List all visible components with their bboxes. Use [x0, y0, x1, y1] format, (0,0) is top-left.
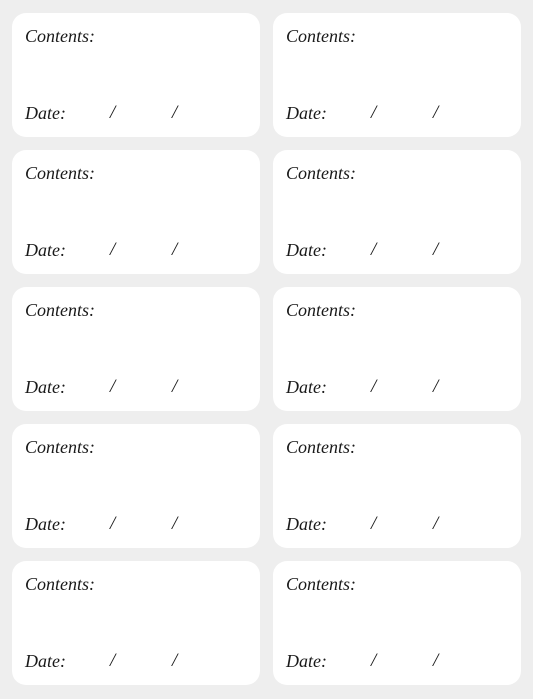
contents-label: Contents:: [286, 163, 356, 183]
date-label: Date:: [286, 240, 327, 260]
date-separator: /: [172, 650, 178, 671]
date-label: Date:: [286, 514, 327, 534]
label-card: [273, 561, 521, 685]
date-separator: /: [433, 239, 439, 260]
date-label: Date:: [286, 103, 327, 123]
label-card: [12, 150, 260, 274]
date-separator: /: [433, 513, 439, 534]
date-separator: /: [172, 102, 178, 123]
label-card: [273, 424, 521, 548]
label-card: [12, 287, 260, 411]
date-separator: /: [110, 102, 116, 123]
date-label: Date:: [25, 103, 66, 123]
date-separator: /: [371, 376, 377, 397]
date-separator: /: [371, 513, 377, 534]
date-separator: /: [110, 650, 116, 671]
contents-label: Contents:: [286, 437, 356, 457]
date-label: Date:: [286, 377, 327, 397]
date-label: Date:: [25, 377, 66, 397]
label-card: [273, 150, 521, 274]
date-separator: /: [371, 650, 377, 671]
date-label: Date:: [25, 514, 66, 534]
label-card: [12, 561, 260, 685]
contents-label: Contents:: [286, 300, 356, 320]
contents-label: Contents:: [25, 163, 95, 183]
date-separator: /: [172, 513, 178, 534]
date-separator: /: [371, 239, 377, 260]
contents-label: Contents:: [25, 574, 95, 594]
contents-label: Contents:: [286, 574, 356, 594]
date-label: Date:: [25, 651, 66, 671]
label-card: [12, 13, 260, 137]
contents-label: Contents:: [286, 26, 356, 46]
contents-label: Contents:: [25, 300, 95, 320]
date-separator: /: [433, 650, 439, 671]
date-separator: /: [433, 102, 439, 123]
label-card: [273, 287, 521, 411]
date-separator: /: [433, 376, 439, 397]
date-separator: /: [371, 102, 377, 123]
date-separator: /: [172, 239, 178, 260]
date-separator: /: [172, 376, 178, 397]
date-label: Date:: [25, 240, 66, 260]
label-card: [12, 424, 260, 548]
contents-label: Contents:: [25, 437, 95, 457]
date-separator: /: [110, 513, 116, 534]
date-separator: /: [110, 239, 116, 260]
contents-label: Contents:: [25, 26, 95, 46]
label-card: [273, 13, 521, 137]
date-label: Date:: [286, 651, 327, 671]
date-separator: /: [110, 376, 116, 397]
